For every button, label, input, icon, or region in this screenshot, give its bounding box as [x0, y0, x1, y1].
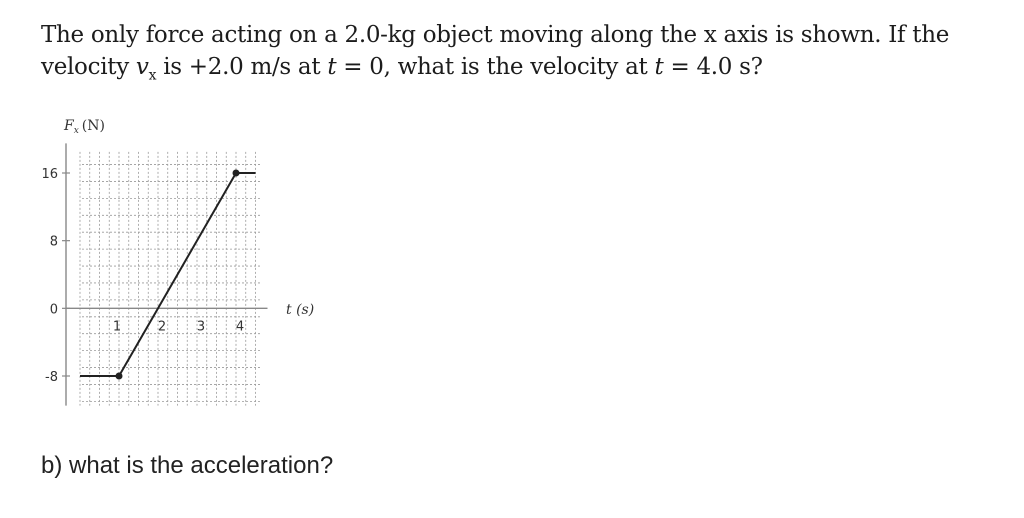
x-tick-label: 2 [157, 319, 167, 335]
y-tick-label: 16 [41, 167, 58, 182]
part-b-question: b) what is the acceleration? [41, 452, 334, 479]
data-point-marker [233, 170, 240, 177]
question-line-2 [41, 54, 763, 84]
question-line-2-mid2: = 0, what is the velocity at [336, 54, 655, 80]
x-axis-label: t (s) [286, 302, 315, 318]
x-tick-label: 4 [235, 319, 245, 335]
y-axis-title-symbol: F [64, 118, 74, 134]
velocity-symbol: v [135, 54, 149, 80]
axes [62, 143, 268, 405]
question-line-1: The only force acting on a 2.0-kg object moving along the x axis is shown. If the [41, 22, 950, 48]
time-symbol-2: t [654, 54, 664, 80]
x-tick-label: 3 [196, 319, 206, 335]
y-axis-title [63, 118, 105, 136]
y-tick-label: 0 [49, 302, 58, 318]
question-line-2-end: = 4.0 s? [663, 54, 763, 80]
question-line-2-mid1: is +2.0 m/s at [156, 54, 328, 80]
svg-text:Fx(N) [63, 118, 105, 136]
question-line-2-prefix: velocity [41, 54, 136, 80]
y-tick-label: -8 [45, 370, 58, 385]
y-axis-title-unit: (N) [81, 118, 105, 134]
data-point-marker [116, 373, 123, 380]
grid [80, 152, 262, 406]
time-symbol-1: t [327, 54, 337, 80]
velocity-subscript: x [148, 67, 157, 84]
y-axis-title-subscript: x [73, 126, 79, 136]
y-tick-label: 8 [49, 234, 58, 250]
tick-labels [41, 167, 244, 385]
force-time-graph [30, 110, 330, 410]
x-tick-label: 1 [112, 319, 122, 335]
